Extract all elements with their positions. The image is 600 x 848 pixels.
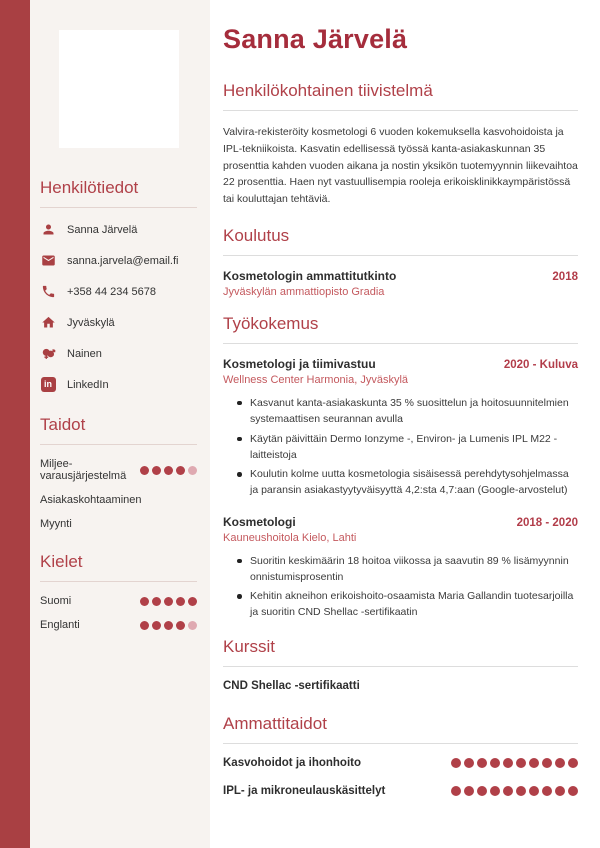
- job-bullet-list: [223, 553, 578, 621]
- contact-list: [40, 221, 197, 393]
- job-bullet: Käytän päivittäin Dermo Ionzyme -, Environ- ja Lumenis IPL M22 -laitteistoja: [250, 431, 578, 464]
- contact-email: sanna.jarvela@email.fi: [67, 254, 179, 267]
- user-icon: [40, 222, 56, 238]
- rating-dot: [503, 786, 513, 796]
- rating-dot: [503, 758, 513, 768]
- language-row: [40, 619, 197, 631]
- rating-dot: [542, 786, 552, 796]
- phone-icon: [40, 284, 56, 300]
- rating-dot: [176, 621, 185, 630]
- job-title: Kosmetologi ja tiimivastuu: [223, 356, 376, 371]
- experience-entry: [223, 515, 578, 621]
- contact-gender: Nainen: [67, 347, 102, 360]
- job-title: Kosmetologi: [223, 514, 296, 529]
- skills-heading: Taidot: [40, 415, 197, 445]
- main-content: [210, 0, 600, 848]
- summary-text: Valvira-rekisteröity kosmetologi 6 vuoden kokemuksella kasvohoidoista ja IPL-tekniikoista. Kasvatin edellisessä työssä kanta-asiakaskunnan 35 prosenttia kahden vuoden aikana ja nostin yksikön tuotemyynnin liikevaihtoa 22 prosenttia. Haen nyt vastuullisempia rooleja erikoisklinikkaympäristössä tai kouluttajan tehtäviä.: [223, 126, 578, 206]
- language-label: Englanti: [40, 619, 80, 631]
- contact-row-gender: [40, 345, 197, 362]
- rating-dot: [464, 758, 474, 768]
- rating-dot: [568, 758, 578, 768]
- rating-dot: [490, 786, 500, 796]
- rating-dot: [477, 758, 487, 768]
- professional-skill-label: IPL- ja mikroneulauskäsittelyt: [223, 784, 386, 797]
- experience-entry-head: [223, 515, 578, 529]
- language-row: [40, 595, 197, 607]
- rating-dot: [176, 597, 185, 606]
- language-rating-dots: [140, 597, 197, 606]
- sidebar: [30, 0, 210, 848]
- gender-icon: [40, 346, 56, 362]
- skill-row: [40, 518, 197, 530]
- skill-row: [40, 494, 197, 506]
- skills-list: [40, 458, 197, 530]
- rating-dot: [451, 786, 461, 796]
- rating-dot: [188, 621, 197, 630]
- contact-row-linkedin[interactable]: [40, 376, 197, 393]
- rating-dot: [140, 621, 149, 630]
- rating-dot: [140, 597, 149, 606]
- job-company: Wellness Center Harmonia, Jyväskylä: [223, 373, 409, 386]
- experience-entry: [223, 357, 578, 499]
- rating-dot: [464, 786, 474, 796]
- profile-photo-placeholder: [59, 30, 179, 148]
- personal-info-heading: Henkilötiedot: [40, 178, 197, 208]
- education-title: Kosmetologin ammattitutkinto: [223, 268, 397, 283]
- rating-dot: [542, 758, 552, 768]
- contact-name: Sanna Järvelä: [67, 223, 138, 236]
- experience-heading: Työkokemus: [223, 314, 578, 344]
- professional-skill-row: [223, 785, 578, 797]
- professional-skill-label: Kasvohoidot ja ihonhoito: [223, 756, 361, 769]
- job-period: 2020 - Kuluva: [503, 358, 578, 371]
- education-period: 2018: [552, 270, 578, 283]
- rating-dot: [529, 758, 539, 768]
- rating-dot: [152, 621, 161, 630]
- contact-row-phone: [40, 283, 197, 300]
- contact-row-name: [40, 221, 197, 238]
- mail-icon: [40, 253, 56, 269]
- education-heading: Koulutus: [223, 226, 578, 256]
- skill-rating-dots: [140, 466, 197, 475]
- job-bullet: Suoritin keskimäärin 18 hoitoa viikossa ja saavutin 89 % lisämyynnin onnistumisprosentin: [250, 553, 578, 586]
- contact-row-email: [40, 252, 197, 269]
- rating-dot: [451, 758, 461, 768]
- professional-skill-dots: [451, 758, 578, 768]
- skill-label: Asiakaskohtaaminen: [40, 494, 142, 506]
- rating-dot: [555, 786, 565, 796]
- education-entry: [223, 269, 578, 298]
- linkedin-badge: in: [41, 377, 56, 392]
- professional-skills-heading: Ammattitaidot: [223, 714, 578, 744]
- rating-dot: [490, 758, 500, 768]
- job-bullet-list: [223, 395, 578, 499]
- contact-row-city: [40, 314, 197, 331]
- languages-list: [40, 595, 197, 631]
- job-company: Kauneushoitola Kielo, Lahti: [223, 531, 357, 544]
- rating-dot: [529, 786, 539, 796]
- contact-city: Jyväskylä: [67, 316, 115, 329]
- rating-dot: [164, 466, 173, 475]
- contact-phone: +358 44 234 5678: [67, 285, 157, 298]
- rating-dot: [164, 621, 173, 630]
- home-icon: [40, 315, 56, 331]
- education-school: Jyväskylän ammattiopisto Gradia: [223, 285, 385, 298]
- languages-heading: Kielet: [40, 552, 197, 582]
- job-period: 2018 - 2020: [516, 516, 578, 529]
- rating-dot: [188, 597, 197, 606]
- linkedin-icon: [40, 377, 56, 393]
- summary-heading: Henkilökohtainen tiivistelmä: [223, 81, 578, 111]
- rating-dot: [176, 466, 185, 475]
- contact-linkedin: LinkedIn: [67, 378, 109, 391]
- rating-dot: [140, 466, 149, 475]
- skill-row: [40, 458, 197, 482]
- language-label: Suomi: [40, 595, 72, 607]
- rating-dot: [568, 786, 578, 796]
- rating-dot: [516, 786, 526, 796]
- rating-dot: [164, 597, 173, 606]
- rating-dot: [516, 758, 526, 768]
- courses-heading: Kurssit: [223, 637, 578, 667]
- rating-dot: [477, 786, 487, 796]
- skill-label: Miljee-varausjärjestelmä: [40, 458, 127, 482]
- course-item: CND Shellac -sertifikaatti: [223, 679, 360, 692]
- job-bullet: Kehitin akneihon erikoishoito-osaamista Maria Gallandin tuotesarjoilla ja suoritin CND Shellac -sertifikaatin: [250, 588, 578, 621]
- language-rating-dots: [140, 621, 197, 630]
- education-entry-head: [223, 269, 578, 283]
- experience-entry-head: [223, 357, 578, 371]
- professional-skill-dots: [451, 786, 578, 796]
- page-title: Sanna Järvelä: [223, 24, 408, 54]
- professional-skill-row: [223, 757, 578, 769]
- rating-dot: [188, 466, 197, 475]
- job-bullet: Koulutin kolme uutta kosmetologia sisäisessä perehdytysohjelmassa ja paransin asiakastyytyväisyyttä 4,2:sta 4,7:aan (Google-arvostelut): [250, 466, 578, 499]
- rating-dot: [152, 466, 161, 475]
- job-bullet: Kasvanut kanta-asiakaskunta 35 % suosittelun ja hoitosuunnitelmien systemaattisen seurannan avulla: [250, 395, 578, 428]
- accent-strip: [0, 0, 30, 848]
- skill-label: Myynti: [40, 518, 72, 530]
- rating-dot: [555, 758, 565, 768]
- rating-dot: [152, 597, 161, 606]
